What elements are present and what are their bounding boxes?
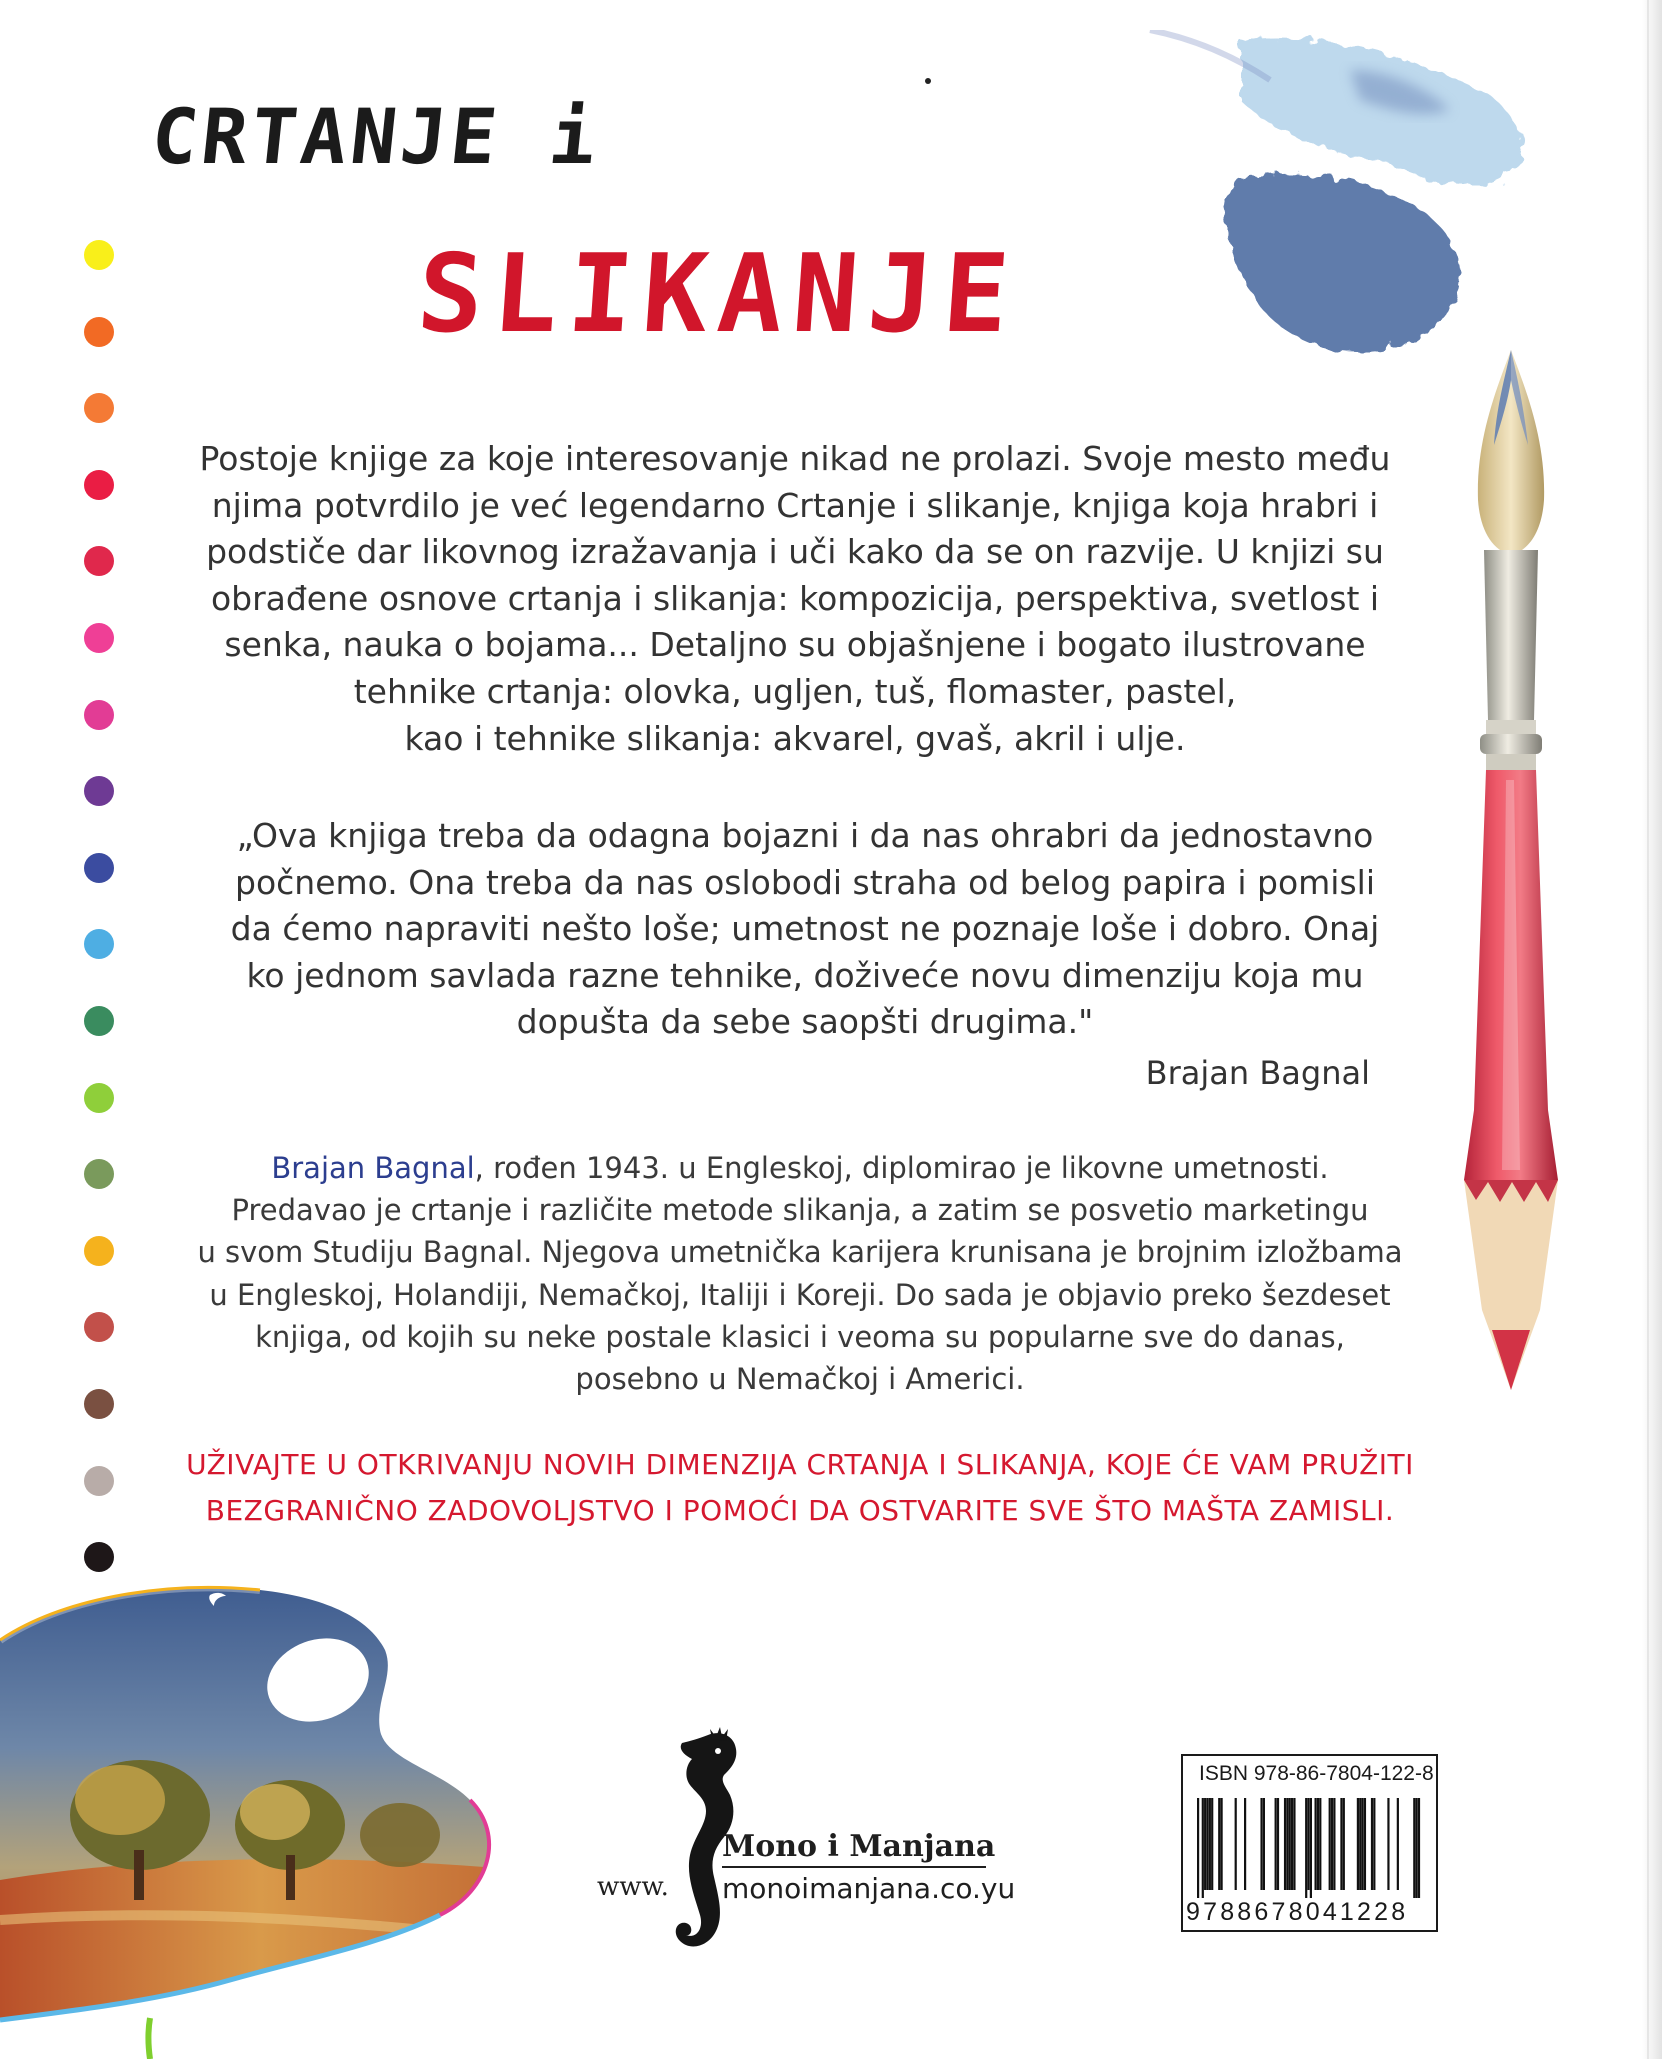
color-swatch-dot (84, 929, 114, 959)
intro-line: kao i tehnike slikanja: akvarel, gvaš, akril i ulje. (404, 718, 1186, 758)
quote-signature: Brajan Bagnal (1145, 1054, 1370, 1092)
color-swatch-dot (84, 1389, 114, 1419)
color-swatch-dot (84, 1236, 114, 1266)
quote-line: da ćemo napraviti nešto loše; umetnost ne poznaje loše i dobro. Onaj (230, 909, 1380, 949)
cta-line: UŽIVAJTE U OTKRIVANJU NOVIH DIMENZIJA CRTANJA I SLIKANJA, KOJE ĆE VAM PRUŽITI (186, 1448, 1414, 1481)
publisher-name: Mono i Manjana (722, 1829, 996, 1864)
color-swatch-dot (84, 1006, 114, 1036)
quote-line: „Ova knjiga treba da odagna bojazni i da nas ohrabri da jednostavno (236, 816, 1374, 855)
color-swatch-dot (84, 776, 114, 806)
author-quote (200, 813, 1410, 1046)
color-swatch-dot (84, 1312, 114, 1342)
quote-line: počnemo. Ona treba da nas oslobodi straha od belog papira i pomisli (235, 862, 1375, 902)
color-swatch-dot (84, 1466, 114, 1496)
intro-line: njima potvrdilo je već legendarno Crtanje i slikanje, knjiga koja hrabri i (211, 485, 1379, 525)
cover-edge-line (1647, 0, 1649, 2059)
barcode-digits: 9788678041228 (1186, 1898, 1409, 1926)
color-swatch-dot (84, 546, 114, 576)
intro-line: Postoje knjige za koje interesovanje nikad ne prolazi. Svoje mesto među (199, 439, 1391, 478)
author-bio (180, 1147, 1420, 1400)
publisher-www-prefix: www. (597, 1872, 669, 1902)
bio-first-line-rest: , rođen 1943. u Engleskoj, diplomirao je likovne umetnosti. (474, 1151, 1329, 1185)
cta-line: BEZGRANIČNO ZADOVOLJSTVO I POMOĆI DA OSTVARITE SVE ŠTO MAŠTA ZAMISLI. (205, 1494, 1395, 1527)
bio-first-line (180, 1147, 1420, 1189)
ink-speck (925, 78, 931, 84)
bio-line: u Engleskoj, Holandiji, Nemačkoj, Italiji i Koreji. Do sada je objavio preko šezdeset (209, 1277, 1391, 1312)
color-swatch-dot (84, 317, 114, 347)
intro-line: obrađene osnove crtanja i slikanja: kompozicija, perspektiva, svetlost i (210, 578, 1380, 618)
color-swatch-dot (84, 1542, 114, 1572)
bio-line: Predavao je crtanje i različite metode slikanja, a zatim se posvetio marketingu (231, 1193, 1369, 1228)
bio-line: posebno u Nemačkoj i Americi. (575, 1362, 1025, 1397)
color-swatch-dot (84, 470, 114, 500)
isbn-label: ISBN 978-86-7804-122-8 (1199, 1762, 1434, 1785)
color-swatch-dot (84, 393, 114, 423)
cover-edge (1642, 0, 1662, 2059)
quote-line: dopušta da sebe saopšti drugima." (516, 1002, 1094, 1042)
call-to-action (180, 1442, 1420, 1534)
intro-line: podstiče dar likovnog izražavanja i uči kako da se on razvije. U knjizi su (206, 532, 1384, 572)
intro-paragraph (180, 436, 1410, 762)
intro-line: senka, nauka o bojama... Detaljno su objašnjene i bogato ilustrovane (224, 625, 1366, 665)
color-swatch-dot (84, 1083, 114, 1113)
bio-line: knjiga, od kojih su neke postale klasici i veoma su popularne sve do danas, (255, 1319, 1345, 1354)
palette-illustration (0, 1580, 580, 2059)
publisher-url: monoimanjana.co.yu (722, 1872, 1016, 1905)
barcode-icon (1183, 1794, 1432, 1898)
publisher-rule (722, 1866, 986, 1868)
bio-line: u svom Studiju Bagnal. Njegova umetnička karijera krunisana je brojnim izložbama (197, 1235, 1403, 1270)
intro-line: tehnike crtanja: olovka, ugljen, tuš, flomaster, pastel, (353, 671, 1237, 711)
color-swatch-dot (84, 1159, 114, 1189)
bio-author-name: Brajan Bagnal (271, 1151, 475, 1185)
color-swatch-dot (84, 240, 114, 270)
title-line-1: CRTANJE i (147, 92, 605, 181)
quote-line: ko jednom savlada razne tehnike, doživeće novu dimenziju koja mu (246, 955, 1364, 995)
color-swatch-dot (84, 700, 114, 730)
color-swatch-dot (84, 853, 114, 883)
paintbrush-icon (1436, 350, 1586, 1390)
color-swatch-dot (84, 623, 114, 653)
color-swatch-dots (84, 240, 116, 1619)
title-line-2: SLIKANJE (413, 232, 1023, 357)
